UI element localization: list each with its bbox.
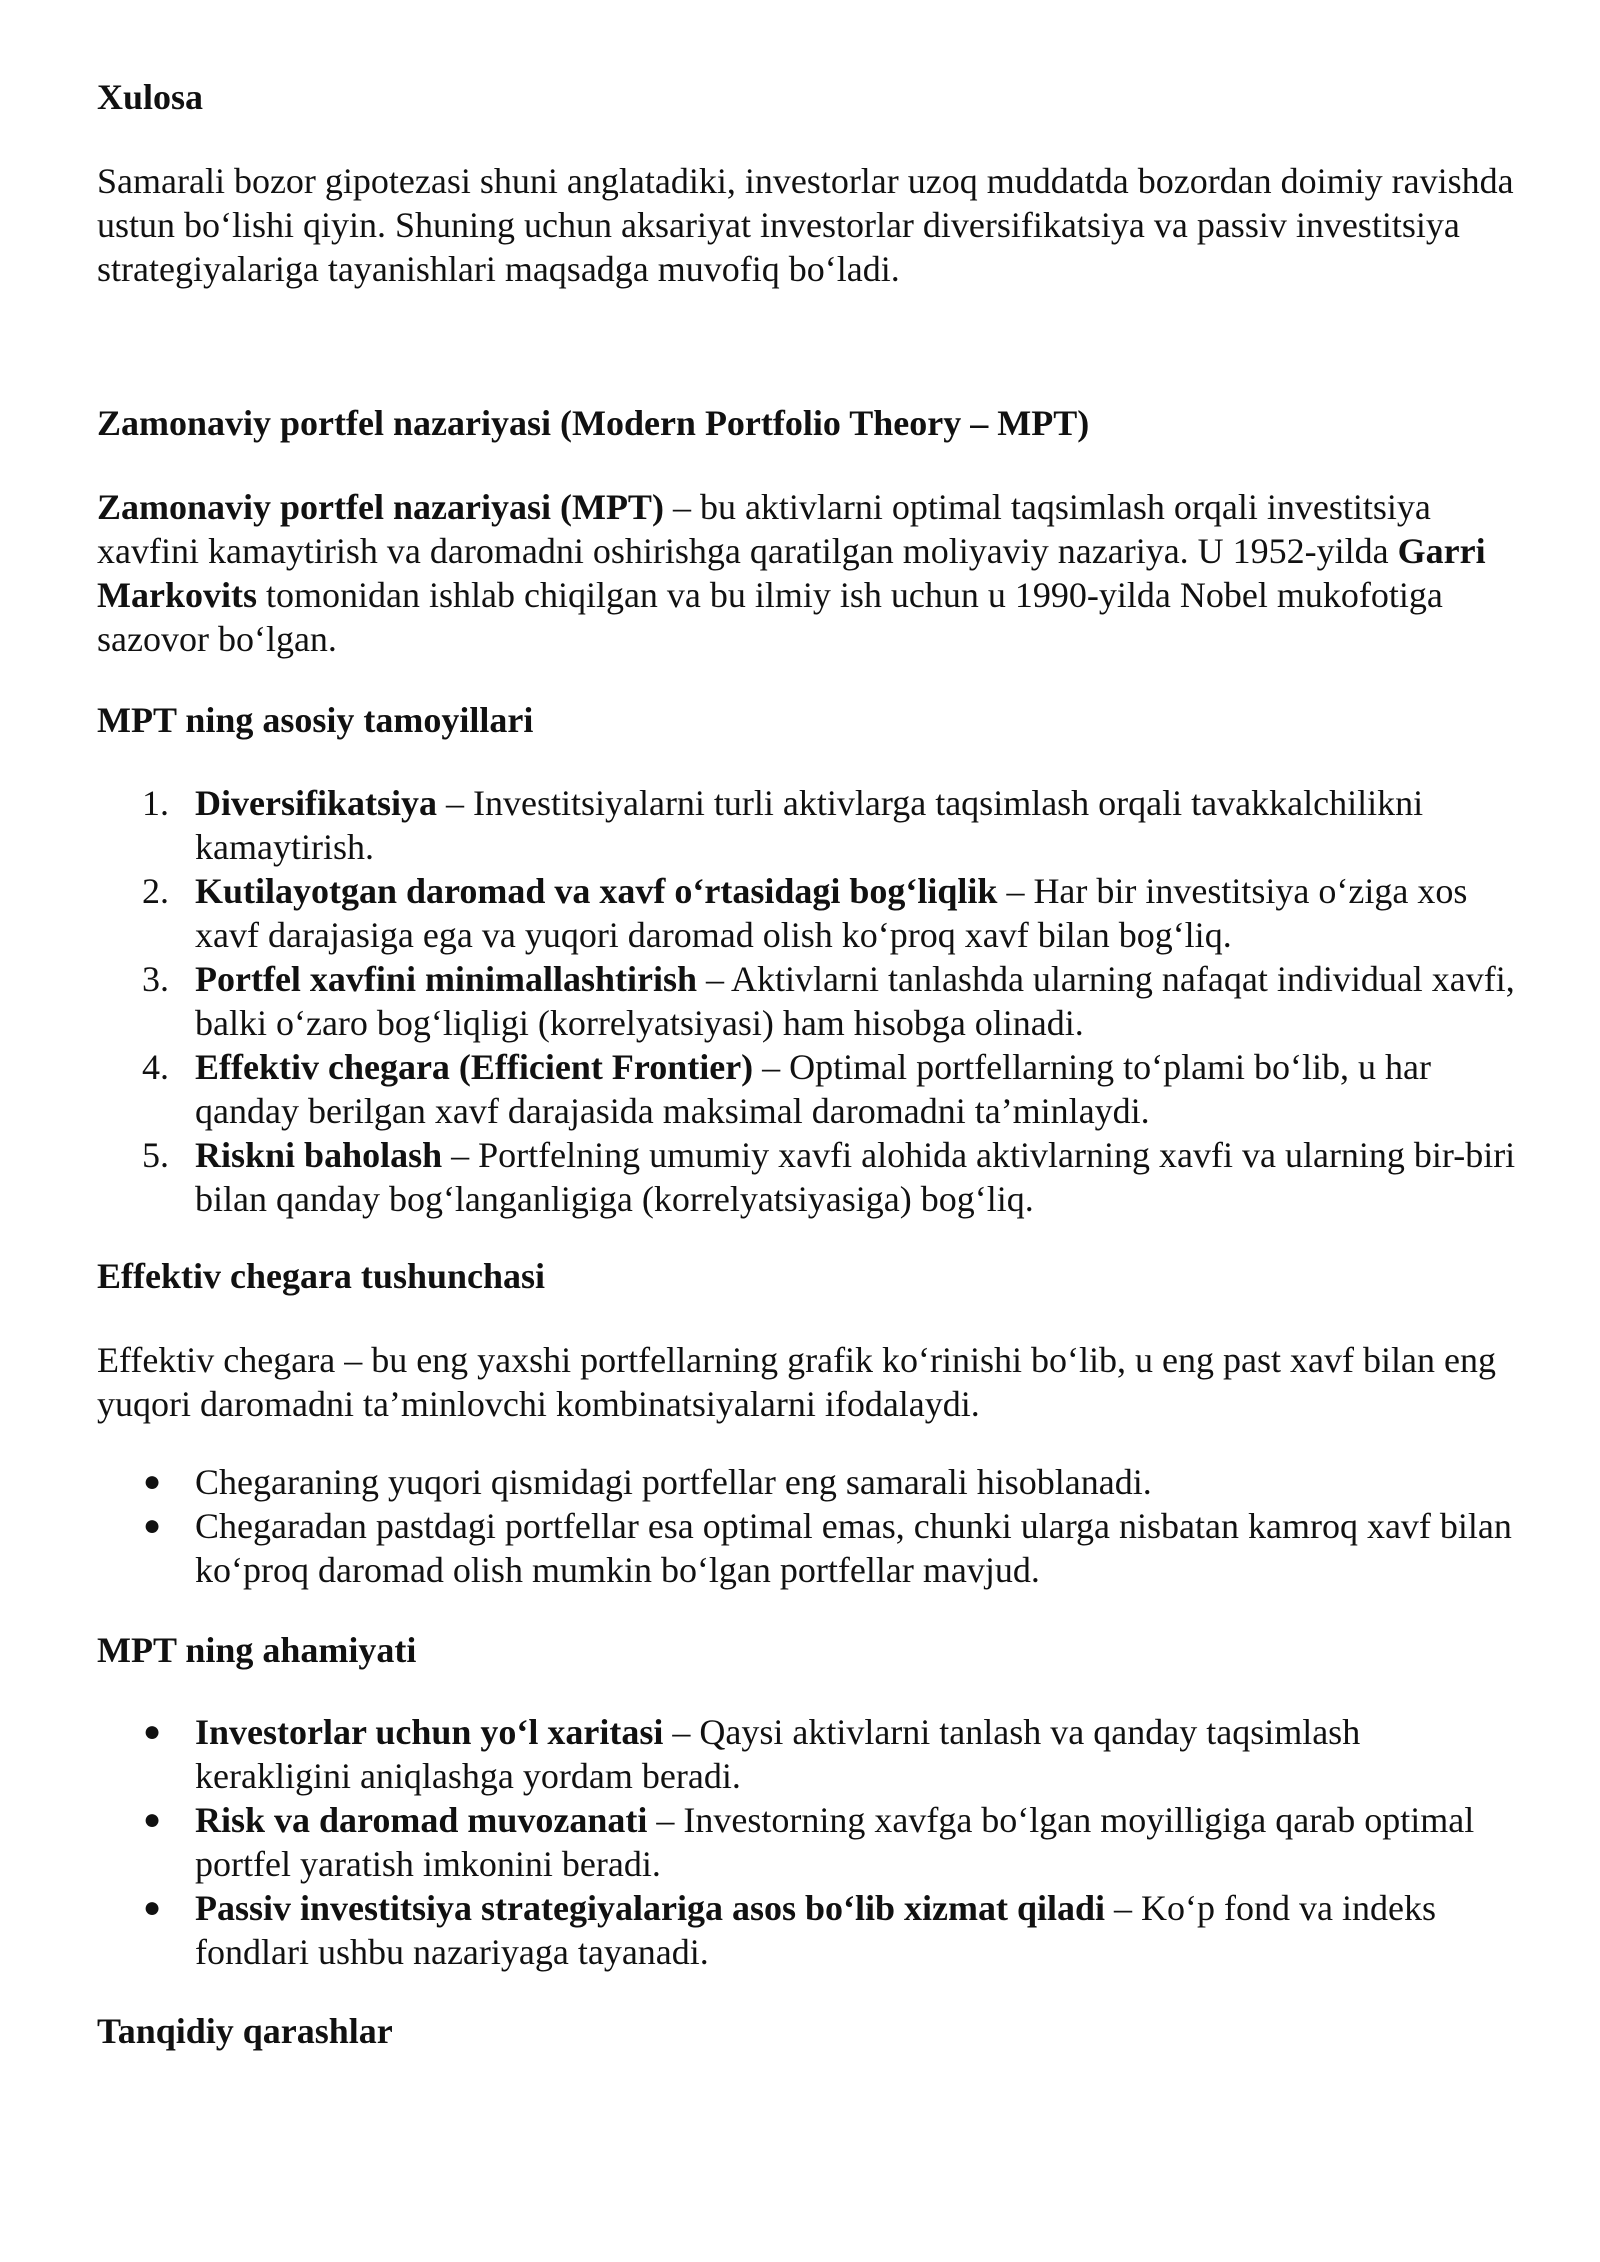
importance-text: – Ko‘p fond va indeks fondlari ushbu nazariyaga tayanadi. xyxy=(195,1888,1436,1972)
importance-term: Investorlar uchun yo‘l xaritasi xyxy=(195,1712,664,1752)
importance-heading: MPT ning ahamiyati xyxy=(97,1630,417,1670)
principle-text: – Har bir investitsiya o‘ziga xos xavf darajasiga ega va yuqori daromad olish ko‘proq xavf bilan bog‘liq. xyxy=(195,871,1468,955)
importance-term: Passiv investitsiya strategiyalariga asos bo‘lib xizmat qiladi xyxy=(195,1888,1106,1928)
principle-text: – Portfelning umumiy xavfi alohida aktivlarning xavfi va ularning bir-biri bilan qanday bog‘langanligiga (korrelyatsiyasiga) bog‘liq. xyxy=(195,1135,1516,1219)
principle-term: Effektiv chegara (Efficient Frontier) xyxy=(195,1047,754,1087)
frontier-heading: Effektiv chegara tushunchasi xyxy=(97,1256,546,1296)
xulosa-paragraph: Samarali bozor gipotezasi shuni anglatadiki, investorlar uzoq muddatda bozordan doimiy ravishda ustun bo‘lishi qiyin. Shuning uchun aksariyat investorlar diversifikatsiya va passiv investitsiya strategiyalariga tayanishlari maqsadga muvofiq bo‘ladi. xyxy=(97,161,1514,289)
importance-list xyxy=(97,1710,1517,1974)
principle-item xyxy=(97,869,1517,957)
principle-item xyxy=(97,957,1517,1045)
bullet-icon: ● xyxy=(143,1509,162,1542)
principle-item xyxy=(97,1133,1517,1221)
principle-term: Riskni baholash xyxy=(195,1135,443,1175)
list-number: 4. xyxy=(142,1047,169,1087)
bullet-icon: ● xyxy=(143,1803,162,1836)
importance-text: – Qaysi aktivlarni tanlash va qanday taqsimlash kerakligini aniqlashga yordam beradi. xyxy=(195,1712,1361,1796)
list-number: 2. xyxy=(142,871,169,911)
principle-term: Portfel xavfini minimallashtirish xyxy=(195,959,697,999)
mpt-heading: Zamonaviy portfel nazariyasi (Modern Portfolio Theory – MPT) xyxy=(97,403,1090,443)
bullet-icon: ● xyxy=(143,1891,162,1924)
principle-text: – Investitsiyalarni turli aktivlarga taqsimlash orqali tavakkalchilikni kamaytirish. xyxy=(195,783,1424,867)
markowitz-name: Garri Markovits xyxy=(97,531,1486,615)
bullet-icon: ● xyxy=(143,1715,162,1748)
importance-text: – Investorning xavfga bo‘lgan moyilligiga qarab optimal portfel yaratish imkonini beradi. xyxy=(195,1800,1475,1884)
principle-term: Kutilayotgan daromad va xavf o‘rtasidagi bog‘liqlik xyxy=(195,871,998,911)
principles-list xyxy=(97,781,1517,1221)
principles-heading: MPT ning asosiy tamoyillari xyxy=(97,700,534,740)
frontier-paragraph: Effektiv chegara – bu eng yaxshi portfellarning grafik ko‘rinishi bo‘lib, u eng past xavf bilan eng yuqori daromadni ta’minlovchi kombinatsiyalarni ifodalaydi. xyxy=(97,1340,1496,1424)
list-number: 3. xyxy=(142,959,169,999)
list-item xyxy=(97,1710,1517,1798)
principle-item xyxy=(97,1045,1517,1133)
list-item xyxy=(97,1460,1517,1504)
frontier-bullets xyxy=(97,1460,1517,1592)
mpt-intro-term: Zamonaviy portfel nazariyasi (MPT) xyxy=(97,487,664,527)
principle-item xyxy=(97,781,1517,869)
importance-term: Risk va daromad muvozanati xyxy=(195,1800,648,1840)
xulosa-heading: Xulosa xyxy=(97,77,204,117)
list-item xyxy=(97,1886,1517,1974)
mpt-intro-text-2: tomonidan ishlab chiqilgan va bu ilmiy ish uchun u 1990-yilda Nobel mukofotiga sazovor bo‘lgan. xyxy=(97,575,1443,659)
bullet-text: Chegaradan pastdagi portfellar esa optimal emas, chunki ularga nisbatan kamroq xavf bilan ko‘proq daromad olish mumkin bo‘lgan portfellar mavjud. xyxy=(195,1506,1512,1590)
list-number: 5. xyxy=(142,1135,169,1175)
bullet-text: Chegaraning yuqori qismidagi portfellar eng samarali hisoblanadi. xyxy=(195,1462,1152,1502)
list-item xyxy=(97,1504,1517,1592)
bullet-icon: ● xyxy=(143,1465,162,1498)
principle-text: – Aktivlarni tanlashda ularning nafaqat individual xavfi, balki o‘zaro bog‘liqligi (korrelyatsiyasi) ham hisobga olinadi. xyxy=(195,959,1515,1043)
mpt-intro-text-1: – bu aktivlarni optimal taqsimlash orqali investitsiya xavfini kamaytirish va daromadni oshirishga qaratilgan moliyaviy nazariya. U 1952-yilda xyxy=(97,487,1431,571)
list-number: 1. xyxy=(142,783,169,823)
mpt-intro-paragraph xyxy=(97,485,1517,661)
principle-term: Diversifikatsiya xyxy=(195,783,437,823)
criticism-heading: Tanqidiy qarashlar xyxy=(97,2011,393,2051)
principle-text: – Optimal portfellarning to‘plami bo‘lib, u har qanday berilgan xavf darajasida maksimal daromadni ta’minlaydi. xyxy=(195,1047,1432,1131)
list-item xyxy=(97,1798,1517,1886)
